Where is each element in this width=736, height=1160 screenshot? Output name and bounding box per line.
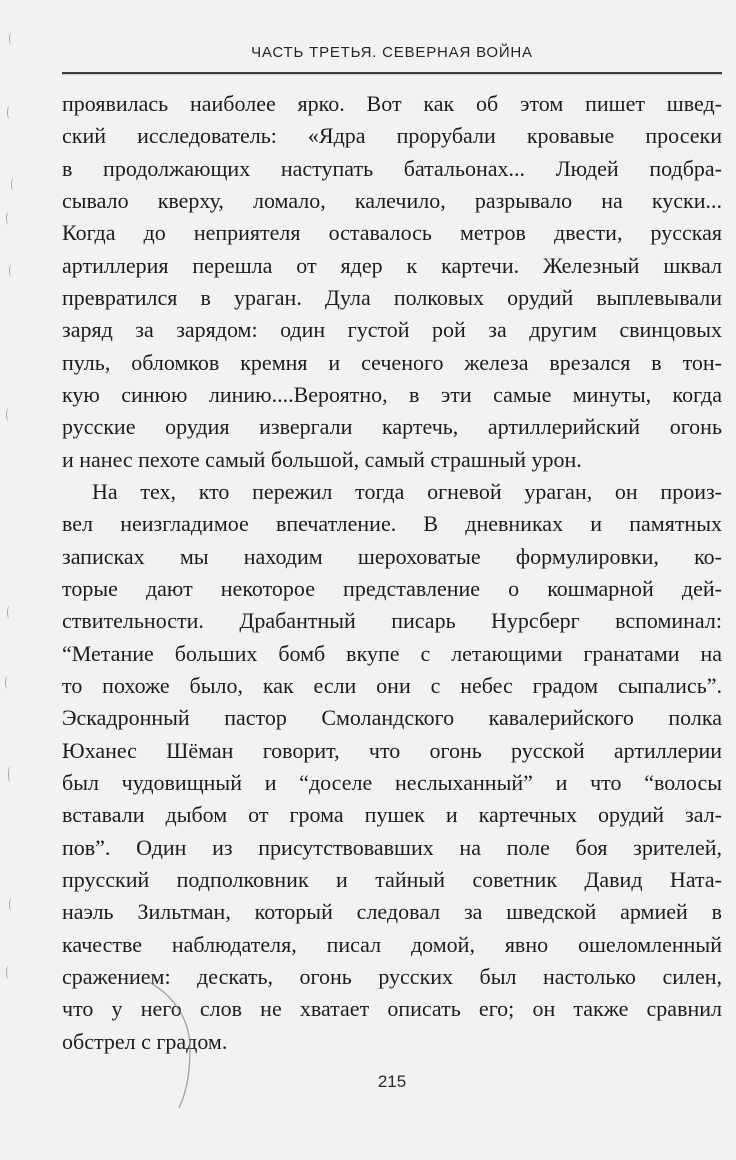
scan-artifact: [5, 676, 10, 689]
page-number: 215: [377, 1072, 407, 1091]
text-line: и нанес пехоте самый большой, самый страшный урон.: [62, 446, 582, 472]
text-line: Эскадронный пастор Смоландского кавалерийского полка: [62, 705, 722, 731]
text-line: вел неизгладимое впечатление. В дневниках и памятных: [62, 511, 722, 537]
text-line: сражением: дескать, огонь русских был настолько силен,: [62, 963, 722, 989]
scan-artifact: [7, 606, 12, 619]
text-line: ский исследователь: «Ядра прорубали кровавые просеки: [62, 123, 722, 149]
text-line: в продолжающих наступать батальонах... Людей подбра-: [62, 155, 722, 181]
text-line: пов”. Один из присутствовавших на поле боя зрителей,: [62, 834, 722, 860]
text-line: Когда до неприятеля оставалось метров двести, русская: [62, 220, 722, 246]
text-line: кую синюю линию....Вероятно, в эти самые минуты, когда: [62, 381, 722, 407]
text-line: Юханес Шёман говорит, что огонь русской артиллерии: [62, 737, 722, 763]
scan-artifact: [9, 32, 14, 45]
text-line: русские орудия извергали картечь, артиллерийский огонь: [62, 414, 722, 440]
text-line: ствительности. Драбантный писарь Нурсберг вспоминал:: [62, 608, 722, 634]
text-line: превратился в ураган. Дула полковых орудий выплевывали: [62, 284, 722, 310]
scan-artifact: [6, 212, 11, 225]
text-line: был чудовищный и “доселе неслыханный” и что “волосы: [62, 769, 722, 795]
scan-artifact: [7, 106, 12, 119]
scan-artifact: [11, 178, 16, 191]
text-line: “Метание больших бомб вкупе с летающими гранатами на: [62, 640, 722, 666]
text-line: сывало кверху, ломало, калечило, разрывало на куски...: [62, 187, 722, 213]
text-line: проявилась наиболее ярко. Вот как об этом пишет швед-: [62, 91, 722, 116]
header-rule: [62, 72, 722, 74]
scan-artifact: [9, 264, 14, 277]
text-line: прусский подполковник и тайный советник Давид Ната-: [62, 866, 722, 892]
text-line: пуль, обломков кремня и сеченого железа врезался в тон-: [62, 349, 722, 375]
text-line: записках мы находим шероховатые формулировки, ко-: [62, 543, 722, 569]
text-line: вставали дыбом от грома пушек и картечных орудий зал-: [62, 802, 722, 828]
text-line: наэль Зильтман, который следовал за шведской армией в: [62, 899, 722, 925]
text-line: артиллерия перешла от ядер к картечи. Железный шквал: [62, 252, 722, 278]
text-line: На тех, кто пережил тогда огневой ураган, он произ-: [92, 478, 722, 504]
text-line: заряд за зарядом: один густой рой за другим свинцовых: [62, 317, 722, 343]
scan-artifact: [6, 966, 11, 979]
text-line: то похоже было, как если они с небес градом сыпались”.: [62, 672, 722, 698]
text-line: качестве наблюдателя, писал домой, явно ошеломленный: [62, 931, 722, 957]
scan-artifact: [9, 898, 14, 911]
running-header: ЧАСТЬ ТРЕТЬЯ. СЕВЕРНАЯ ВОЙНА: [251, 44, 533, 61]
text-line: что у него слов не хватает описать его; он также сравнил: [62, 996, 722, 1022]
scan-artifact: [8, 766, 13, 783]
text-line: обстрел с градом.: [62, 1028, 228, 1054]
body-text: [62, 88, 722, 1058]
text-line: торые дают некоторое представление о кошмарной дей-: [62, 575, 722, 601]
scan-artifact: [6, 408, 11, 421]
